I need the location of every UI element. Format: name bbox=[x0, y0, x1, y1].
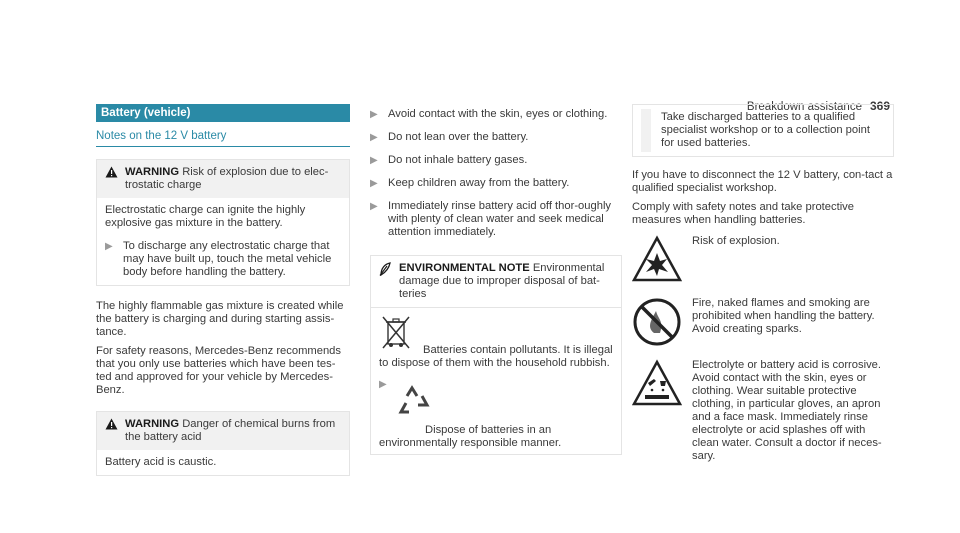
warning-label: WARNING bbox=[125, 418, 180, 430]
column-1 bbox=[96, 104, 350, 476]
list-item bbox=[370, 177, 622, 190]
paragraph: The highly flammable gas mixture is created while the battery is charging and during starting assis-tance. bbox=[96, 300, 344, 338]
section-bar: Battery (vehicle) bbox=[96, 104, 350, 122]
corrosive-warning-icon bbox=[632, 359, 682, 409]
warning-text: Battery acid is caustic. bbox=[105, 456, 217, 468]
warning-triangle-icon bbox=[105, 166, 119, 192]
bullet-text: Keep children away from the battery. bbox=[388, 177, 570, 189]
warning-header bbox=[97, 160, 349, 198]
bullet-text: Immediately rinse battery acid off thor-oughly with plenty of clean water and seek medical attention immediately. bbox=[388, 200, 612, 238]
env-text: Batteries contain pollutants. It is illegal to dispose of them with the household rubbish. bbox=[379, 344, 613, 369]
arrow-icon: ▶ bbox=[370, 155, 378, 166]
bullet-text: Avoid contact with the skin, eyes or clothing. bbox=[388, 108, 608, 120]
hazard-text: Fire, naked flames and smoking are prohibited when handling the battery. Avoid creating sparks. bbox=[692, 297, 875, 335]
warning-box-explosion bbox=[96, 159, 350, 286]
warning-header bbox=[97, 412, 349, 450]
warning-bullet bbox=[105, 240, 341, 279]
environmental-note-box bbox=[370, 255, 622, 455]
bullet-text: Do not lean over the battery. bbox=[388, 131, 529, 143]
warning-body bbox=[97, 450, 349, 475]
warning-box-acid bbox=[96, 411, 350, 476]
env-bullet bbox=[379, 378, 613, 420]
environment-icon bbox=[379, 262, 391, 301]
warning-body bbox=[97, 198, 349, 285]
env-text: Dispose of batteries in an environmentally responsible manner. bbox=[379, 424, 562, 449]
header-title: Breakdown assistance bbox=[746, 101, 862, 113]
page-number: 369 bbox=[869, 99, 890, 113]
column-3 bbox=[632, 104, 894, 463]
column-2 bbox=[370, 108, 622, 455]
warning-text: Electrostatic charge can ignite the highly explosive gas mixture in the battery. bbox=[105, 204, 306, 229]
list-item bbox=[370, 154, 622, 167]
recycle-icon bbox=[397, 384, 431, 420]
env-label: ENVIRONMENTAL NOTE bbox=[399, 262, 530, 274]
hazard-row-explosion bbox=[632, 235, 894, 285]
arrow-icon: ▶ bbox=[370, 109, 378, 120]
paragraph: Comply with safety notes and take protective measures when handling batteries. bbox=[632, 201, 854, 226]
hazard-text: Risk of explosion. bbox=[692, 235, 780, 247]
arrow-icon: ▶ bbox=[370, 178, 378, 189]
list-item bbox=[370, 200, 622, 239]
arrow-icon: ▶ bbox=[105, 241, 113, 252]
subheading: Notes on the 12 V battery bbox=[96, 130, 350, 147]
no-fire-icon bbox=[632, 297, 682, 347]
paragraph: If you have to disconnect the 12 V battery, con-tact a qualified specialist workshop. bbox=[632, 169, 893, 194]
hazard-text: Electrolyte or battery acid is corrosive. Avoid contact with the skin, eyes or clothing. Wear suitable protective clothing, in particular gloves, an apron and a face mask. Immediately rinse electrolyte or acid splashes off with clean water. Consult a doctor if neces-sary. bbox=[692, 359, 882, 462]
note-box bbox=[632, 104, 894, 157]
warning-title: Danger of chemical burns from the battery acid bbox=[125, 418, 336, 443]
env-title: Environmental damage due to improper disposal of bat-teries bbox=[399, 262, 605, 300]
paragraph: For safety reasons, Mercedes-Benz recommends that you only use batteries which have been tes-ted and approved for your vehicle by Mercedes-Benz. bbox=[96, 345, 341, 396]
hazard-row-fire bbox=[632, 297, 894, 347]
crossed-bin-icon bbox=[379, 314, 413, 354]
list-item bbox=[370, 108, 622, 121]
arrow-icon: ▶ bbox=[379, 379, 387, 390]
explosion-warning-icon bbox=[632, 235, 682, 285]
arrow-icon: ▶ bbox=[370, 132, 378, 143]
env-header bbox=[371, 256, 621, 308]
list-item bbox=[370, 131, 622, 144]
hazard-row-corrosive bbox=[632, 359, 894, 463]
warning-title: Risk of explosion due to elec-trostatic charge bbox=[125, 166, 329, 191]
bullet-text: Do not inhale battery gases. bbox=[388, 154, 528, 166]
warning-triangle-icon bbox=[105, 418, 119, 444]
env-body bbox=[371, 308, 621, 454]
arrow-icon: ▶ bbox=[370, 201, 378, 212]
bullet-text: To discharge any electrostatic charge that may have built up, touch the metal vehicle body before handling the battery. bbox=[123, 240, 332, 278]
warning-label: WARNING bbox=[125, 166, 180, 178]
note-text: Take discharged batteries to a qualified specialist workshop or to a collection point for used batteries. bbox=[661, 111, 870, 149]
